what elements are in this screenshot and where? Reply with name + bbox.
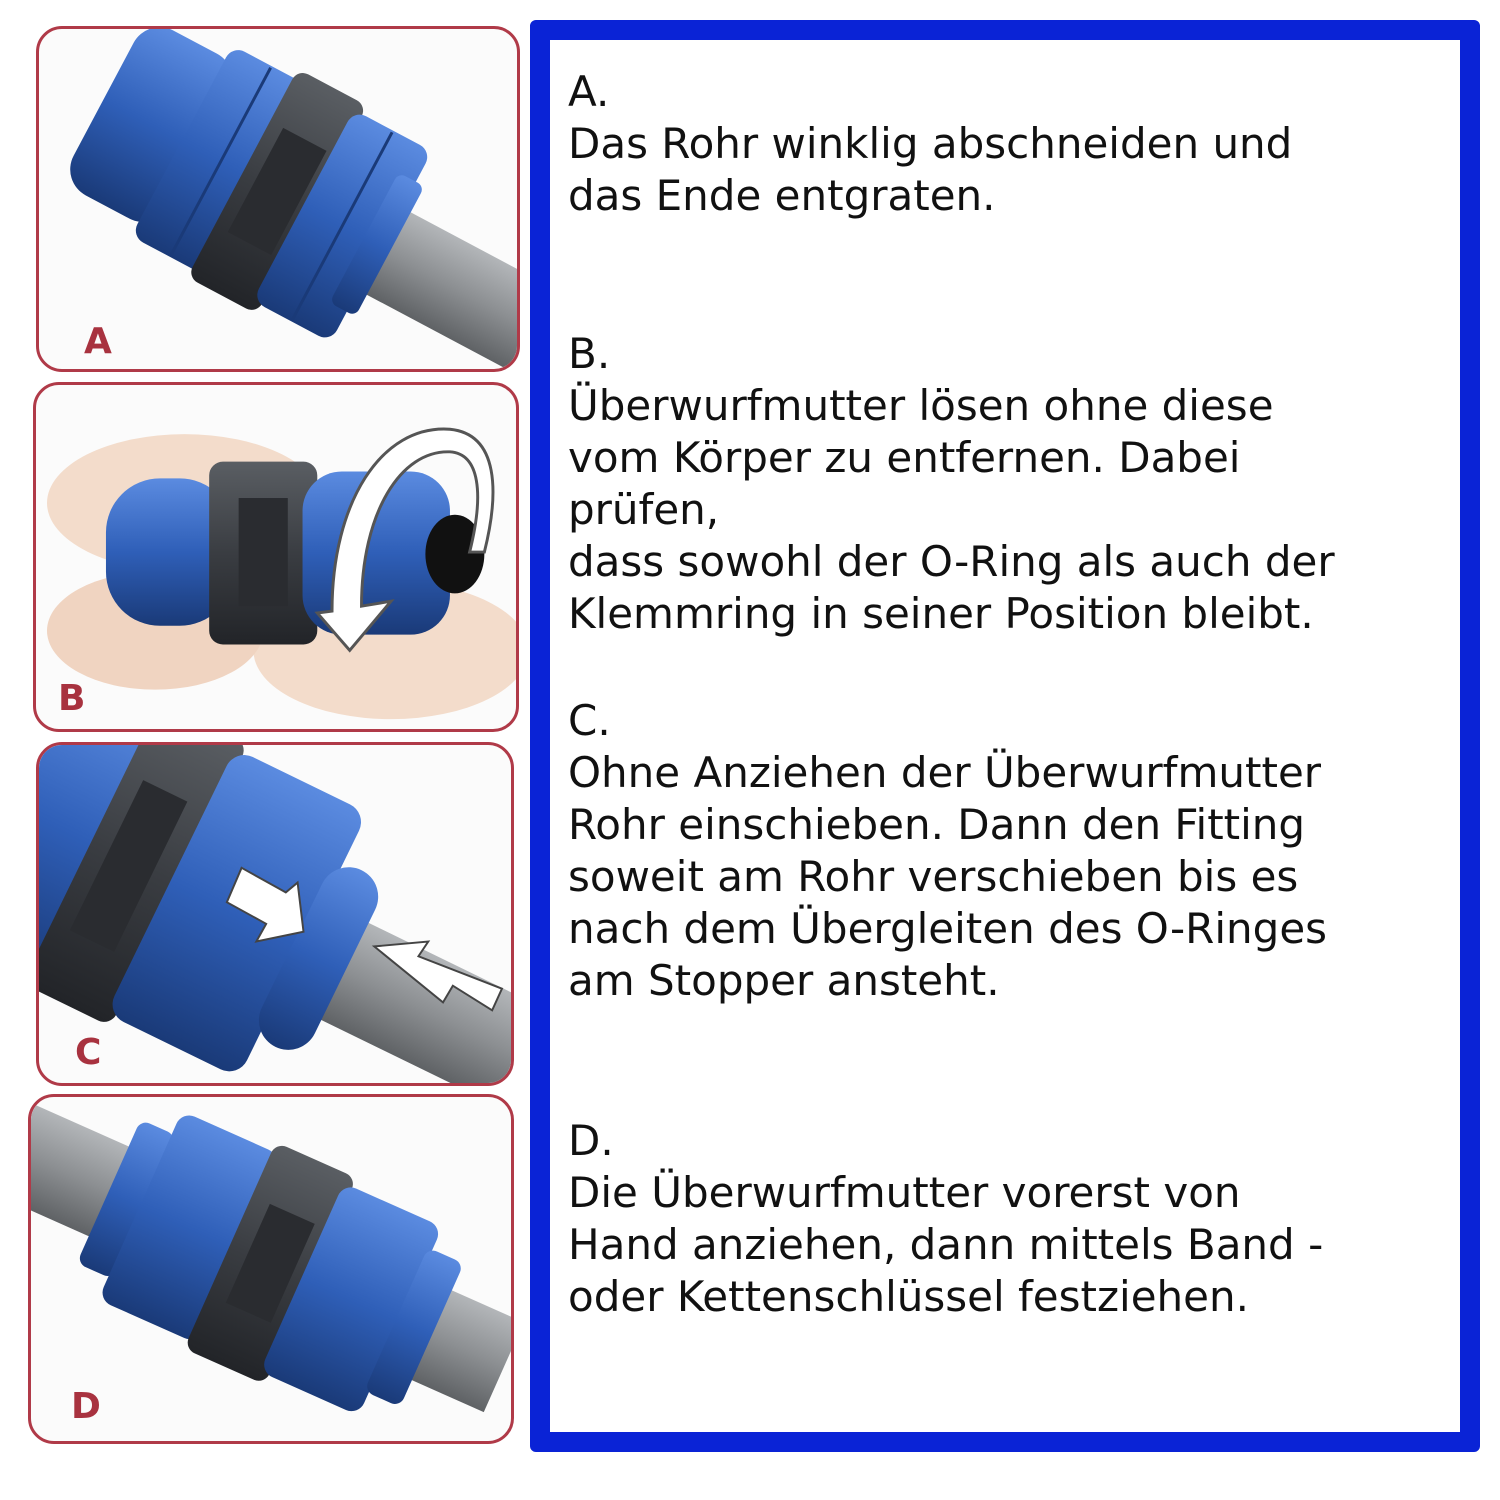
fitting-illustration-b bbox=[36, 385, 516, 729]
step-line: Die Überwurfmutter vorerst von bbox=[568, 1168, 1241, 1217]
step-line: nach dem Übergleiten des O-Ringes bbox=[568, 904, 1328, 953]
step-a bbox=[568, 66, 1468, 222]
panel-label-c: C bbox=[75, 1032, 102, 1073]
step-line: Ohne Anziehen der Überwurfmutter bbox=[568, 748, 1322, 797]
panel-label-d: D bbox=[71, 1386, 101, 1427]
step-c bbox=[568, 695, 1468, 1007]
step-line: Das Rohr winklig abschneiden und bbox=[568, 119, 1293, 168]
fitting-illustration-c bbox=[39, 745, 511, 1083]
panel-label-a: A bbox=[84, 321, 112, 362]
fitting-illustration-a bbox=[39, 29, 517, 369]
step-letter: A. bbox=[568, 67, 610, 116]
step-line: Klemmring in seiner Position bleibt. bbox=[568, 589, 1314, 638]
step-b bbox=[568, 328, 1468, 640]
step-line: prüfen, bbox=[568, 485, 720, 534]
step-letter: D. bbox=[568, 1116, 614, 1165]
step-line: vom Körper zu entfernen. Dabei bbox=[568, 433, 1241, 482]
panel-label-b: B bbox=[58, 678, 86, 719]
step-line: Rohr einschieben. Dann den Fitting bbox=[568, 800, 1306, 849]
step-letter: B. bbox=[568, 329, 611, 378]
step-line: oder Kettenschlüssel festziehen. bbox=[568, 1272, 1249, 1321]
step-line: soweit am Rohr verschieben bis es bbox=[568, 852, 1299, 901]
step-line: Überwurfmutter lösen ohne diese bbox=[568, 381, 1274, 430]
step-line: am Stopper ansteht. bbox=[568, 956, 1000, 1005]
instructions-box bbox=[530, 20, 1480, 1452]
panel-d bbox=[28, 1094, 514, 1444]
step-line: dass sowohl der O-Ring als auch der bbox=[568, 537, 1335, 586]
step-line: Hand anziehen, dann mittels Band - bbox=[568, 1220, 1324, 1269]
step-d bbox=[568, 1115, 1468, 1323]
fitting-illustration-d bbox=[31, 1097, 511, 1441]
step-line: das Ende entgraten. bbox=[568, 171, 996, 220]
step-letter: C. bbox=[568, 696, 611, 745]
panel-c bbox=[36, 742, 514, 1086]
panel-a bbox=[36, 26, 520, 372]
panel-b bbox=[33, 382, 519, 732]
